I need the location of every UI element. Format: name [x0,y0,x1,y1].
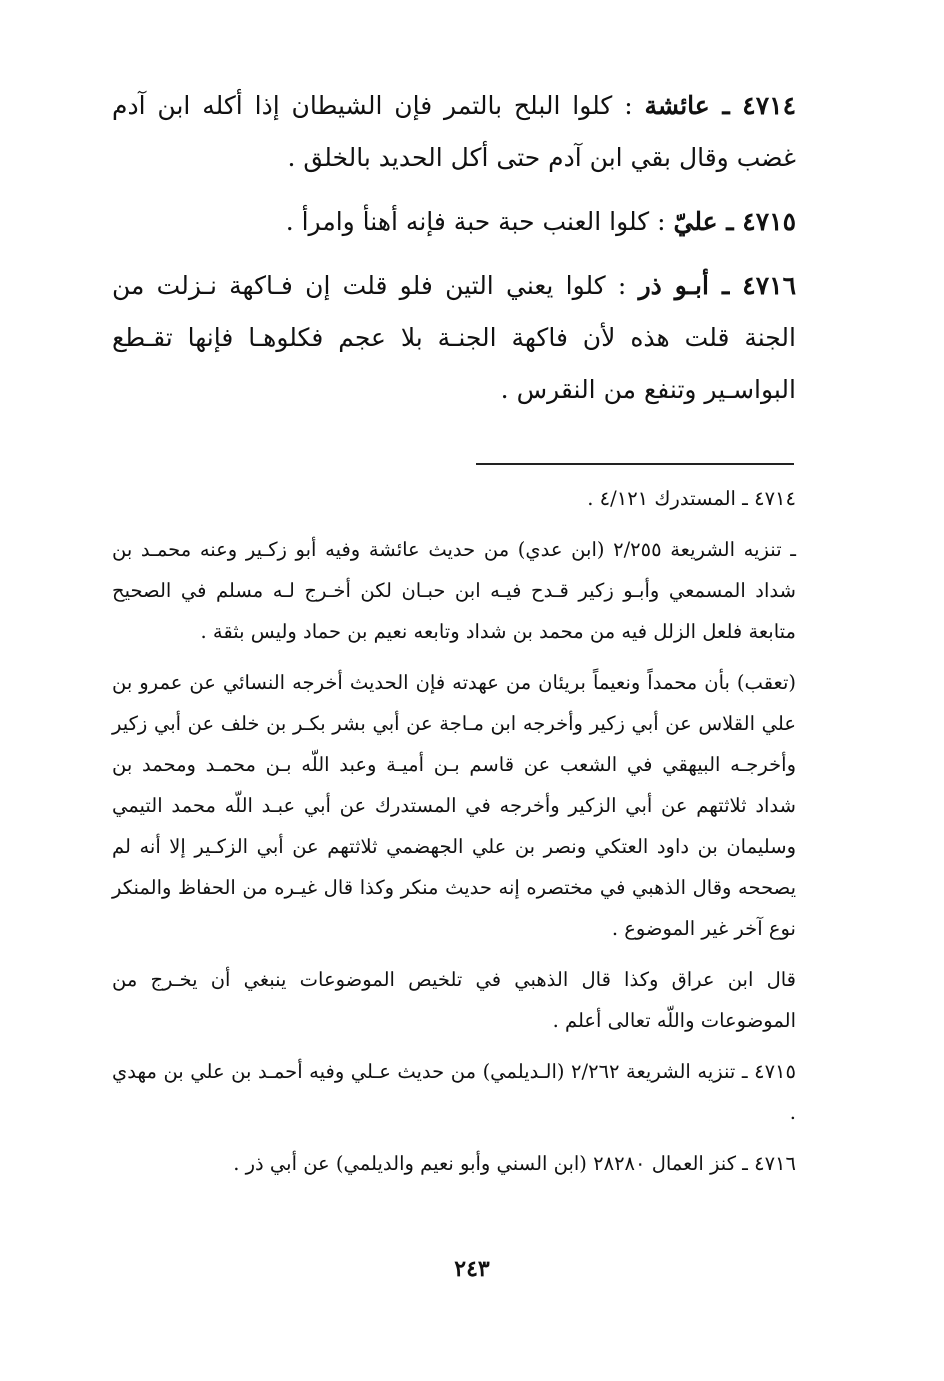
hadith-entry-4716: ٤٧١٦ ـ أبـو ذر : كلوا يعني التين فلو قلت إن فـاكهة نـزلت من الجنة قلت هذه لأن فاكهة الجنـة بلا عجم فكلوهـا فإنها تقـطع البواسـير وتنفع من النقرس . [112,271,796,404]
hadith-text: : كلوا العنب حبة حبة فإنه أهنأ وامرأ . [285,207,674,236]
footnote-paragraph: (تعقب) بأن محمداً ونعيماً بريئان من عهدته فإن الحديث أخرجه النسائي عن عمرو بن علي القلاس عن أبي زكير وأخرجه ابن مـاجة عن أبي بشر بكـر بن خلف عن أبي زكير وأخرجـه البيهقي في الشعب عن قاسم بـن أميـة وعبد اللّه بـن محمـد ومحمد بن شداد ثلاثتهم عن أبي الزكير وأخرجه في المستدرك عن أبي عبـد اللّه محمد التيمي وسليمان بن داود العتكي ونصر بن علي الجهضمي ثلاثتهم عن أبي الزكـير إلا أنه لم يصححه وقال الذهبي في مختصره إنه حديث منكر وكذا قال غيـره من الحفاظ والمنكر نوع آخر غير الموضوع . [112,671,796,940]
narrator-name: عائشة [644,91,710,120]
footnote-paragraph: قال ابن عراق وكذا قال الذهبي في تلخيص الموضوعات ينبغي أن يخـرج من الموضوعات واللّه تعالى أعلم . [112,968,796,1032]
hadith-entry-4715: ٤٧١٥ ـ عليّ : كلوا العنب حبة حبة فإنه أهنأ وامرأ . [285,207,796,236]
narrator-name: أبـو ذر [638,271,709,300]
footnote-paragraph: ٤٧١٤ ـ المستدرك ٤/١٢١ . [587,487,796,510]
footnote-paragraph: ـ تنزيه الشريعة ٢/٢٥٥ (ابن عدي) من حديث عائشة وفيه أبو زكـير وعنه محمـد بن شداد المسمعي وأبـو زكير قـدح فيـه ابن حبـان لكن أخـرج لـه مسلم في الصحيح متابعة فلعل الزلل فيه من محمد بن شداد وتابعه نعيم بن حماد وليس بثقة . [112,538,796,643]
hadith-number: ٤٧١٥ [742,207,796,236]
footnote-divider [476,463,794,465]
footnote-paragraph: ٤٧١٥ ـ تنزيه الشريعة ٢/٢٦٢ (الـديلمي) من حديث عـلي وفيه أحمـد بن علي بن مهدي . [112,1060,797,1124]
hadith-text: : كلوا يعني التين فلو قلت إن فـاكهة نـزلت من الجنة قلت هذه لأن فاكهة الجنـة بلا عجم فكلوهـا فإنها تقـطع البواسـير وتنفع من النقرس . [112,271,796,404]
main-text [112,80,796,428]
hadith-number: ٤٧١٦ [742,271,796,300]
hadith-number: ٤٧١٤ [742,91,796,120]
hadith-text: : كلوا البلح بالتمر فإن الشيطان إذا أكله ابن آدم غضب وقال بقي ابن آدم حتى أكل الحديد بالخلق . [112,91,796,172]
narrator-name: عليّ [673,207,718,236]
footnotes [112,478,796,1194]
page-number: ٢٤٣ [454,1256,490,1282]
footnote-paragraph: ٤٧١٦ ـ كنز العمال ٢٨٢٨٠ (ابن السني وأبو نعيم والديلمي) عن أبي ذر . [233,1152,796,1175]
hadith-entry-4714: ٤٧١٤ ـ عائشة : كلوا البلح بالتمر فإن الشيطان إذا أكله ابن آدم غضب وقال بقي ابن آدم حتى أكل الحديد بالخلق . [112,91,796,172]
